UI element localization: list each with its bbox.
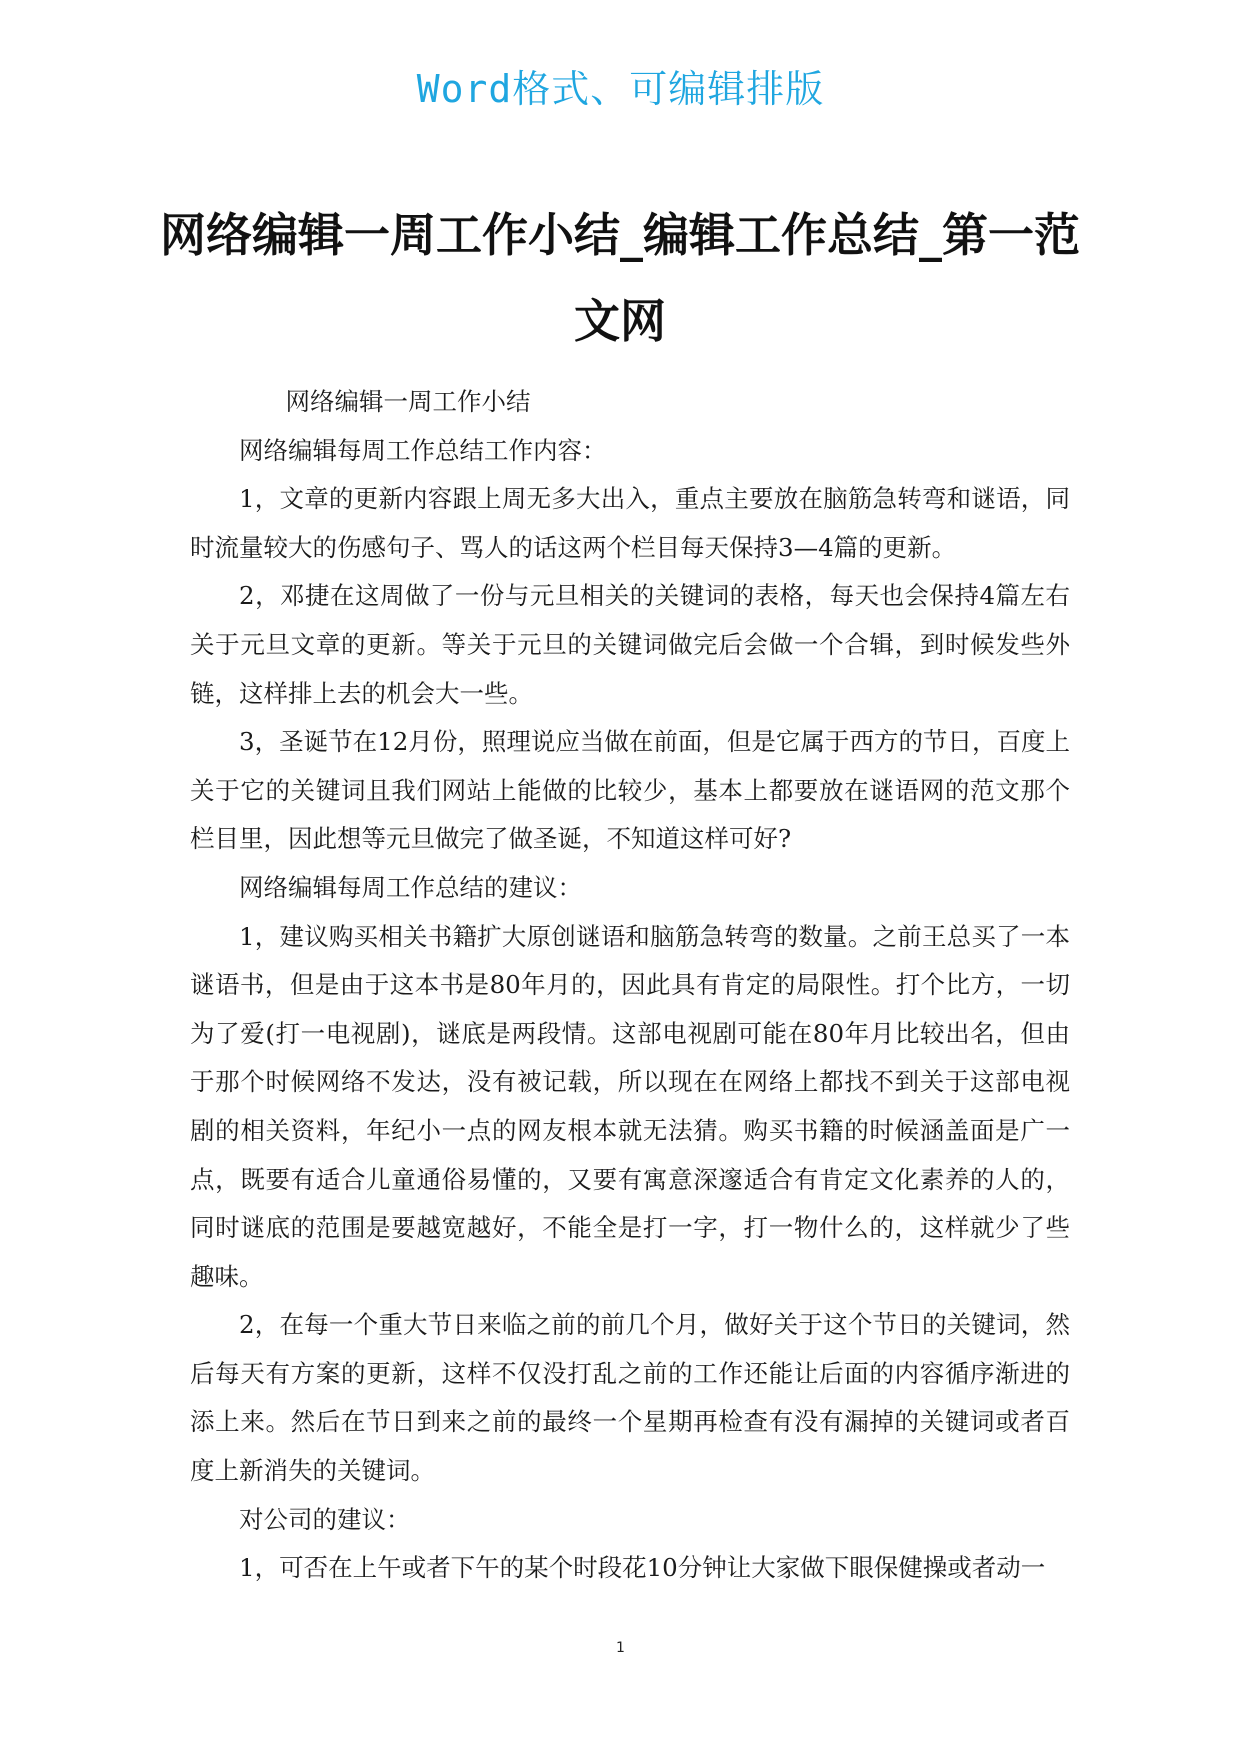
document-body (190, 378, 1070, 1593)
paragraph: 2，在每一个重大节日来临之前的前几个月，做好关于这个节日的关键词，然后每天有方案的更新，这样不仅没打乱之前的工作还能让后面的内容循序渐进的添上来。然后在节日到来之前的最终一个星期再检查有没有漏掉的关键词或者百度上新消失的关键词。 (190, 1310, 1070, 1486)
header-banner: Word格式、可编辑排版 (416, 67, 825, 111)
paragraph: 1，文章的更新内容跟上周无多大出入，重点主要放在脑筋急转弯和谜语，同时流量较大的伤感句子、骂人的话这两个栏目每天保持3—4篇的更新。 (190, 484, 1070, 562)
paragraph: 1，可否在上午或者下午的某个时段花10分钟让大家做下眼保健操或者动一 (239, 1553, 1046, 1583)
paragraph: 3，圣诞节在12月份，照理说应当做在前面，但是它属于西方的节日，百度上关于它的关键词且我们网站上能做的比较少，基本上都要放在谜语网的范文那个栏目里，因此想等元旦做完了做圣诞，不知道这样可好? (190, 727, 1070, 854)
paragraph: 网络编辑每周工作总结工作内容： (239, 435, 607, 465)
paragraph: 1，建议购买相关书籍扩大原创谜语和脑筋急转弯的数量。之前王总买了一本谜语书，但是由于这本书是80年月的，因此具有肯定的局限性。打个比方，一切为了爱(打一电视剧)，谜底是两段情。这部电视剧可能在80年月比较出名，但由于那个时候网络不发达，没有被记载，所以现在在网络上都找不到关于这部电视剧的相关资料，年纪小一点的网友根本就无法猜。购买书籍的时候涵盖面是广一点，既要有适合儿童通俗易懂的，又要有寓意深邃适合有肯定文化素养的人的，同时谜底的范围是要越宽越好，不能全是打一字，打一物什么的，这样就少了些趣味。 (190, 921, 1070, 1291)
paragraph: 2，邓捷在这周做了一份与元旦相关的关键词的表格，每天也会保持4篇左右关于元旦文章的更新。等关于元旦的关键词做完后会做一个合辑，到时候发些外链，这样排上去的机会大一些。 (190, 581, 1070, 708)
page-number: 1 (616, 1640, 625, 1656)
paragraph: 网络编辑每周工作总结的建议： (239, 872, 582, 902)
paragraph: 对公司的建议： (239, 1504, 411, 1534)
section-subtitle: 网络编辑一周工作小结 (285, 387, 531, 416)
document-title: 网络编辑一周工作小结_编辑工作总结_第一范文网 (160, 208, 1080, 348)
